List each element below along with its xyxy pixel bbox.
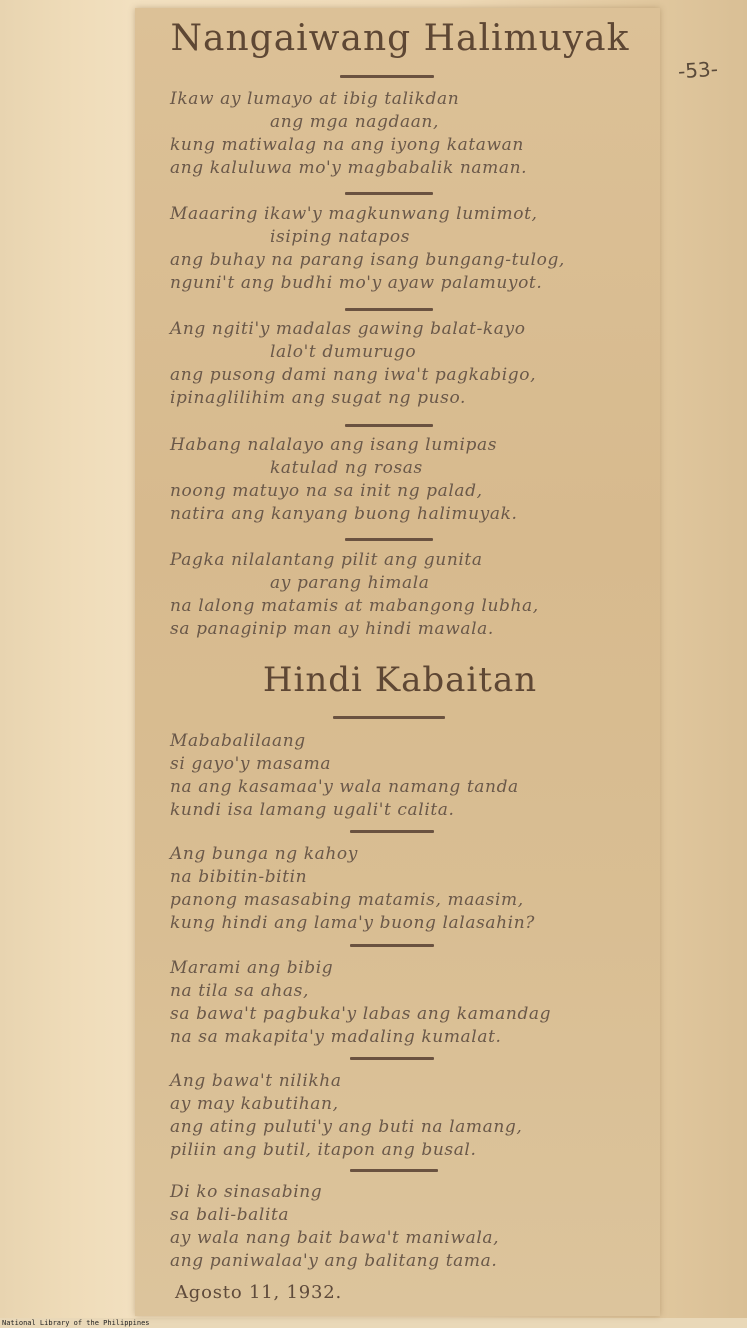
verse-line: Ikaw ay lumayo at ibig talikdan	[170, 89, 460, 109]
verse-line: na tila sa ahas,	[170, 981, 309, 1001]
divider	[350, 830, 434, 833]
verse-line: katulad ng rosas	[270, 458, 423, 478]
poem1-stanza-4	[170, 434, 640, 526]
verse-line: ang buhay na parang isang bungang-tulog,	[170, 250, 565, 270]
poem2-stanza-4	[170, 1070, 640, 1162]
verse-line: kundi isa lamang ugali't calita.	[170, 800, 455, 820]
verse-line: Ang bawa't nilikha	[170, 1071, 342, 1091]
verse-line: Habang nalalayo ang isang lumipas	[170, 435, 498, 455]
divider	[340, 75, 434, 78]
verse-line: ang pusong dami nang iwa't pagkabigo,	[170, 365, 537, 385]
poem2-stanza-1	[170, 730, 640, 822]
poem1-stanza-3	[170, 318, 640, 410]
verse-line: kung hindi ang lama'y buong lalasahin?	[170, 913, 535, 933]
verse-line: natira ang kanyang buong halimuyak.	[170, 504, 518, 524]
poem2-stanza-5	[170, 1181, 640, 1273]
divider	[345, 308, 433, 311]
verse-line: ipinaglilihim ang sugat ng puso.	[170, 388, 467, 408]
verse-line: na ang kasamaa'y wala namang tanda	[170, 777, 519, 797]
poem-date: Agosto 11, 1932.	[175, 1282, 343, 1303]
page-number: -53-	[677, 56, 719, 84]
verse-line: ang paniwalaa'y ang balitang tama.	[170, 1251, 498, 1271]
divider	[350, 944, 434, 947]
verse-line: ang mga nagdaan,	[270, 112, 439, 132]
verse-line: Pagka nilalantang pilit ang gunita	[170, 550, 483, 570]
verse-line: na sa makapita'y madaling kumalat.	[170, 1027, 502, 1047]
poem1-stanza-2	[170, 203, 640, 295]
verse-line: ay wala nang bait bawa't maniwala,	[170, 1228, 500, 1248]
divider	[345, 424, 433, 427]
verse-line: piliin ang butil, itapon ang busal.	[170, 1140, 477, 1160]
verse-line: Di ko sinasabing	[170, 1182, 323, 1202]
poem1-stanza-5	[170, 549, 640, 641]
archive-credit: National Library of the Philippines	[2, 1319, 150, 1327]
verse-line: Maaaring ikaw'y magkunwang lumimot,	[170, 204, 538, 224]
verse-line: sa panaginip man ay hindi mawala.	[170, 619, 494, 639]
divider	[345, 192, 433, 195]
divider	[345, 538, 433, 541]
verse-line: ay parang himala	[270, 573, 430, 593]
divider	[350, 1169, 438, 1172]
verse-line: na bibitin-bitin	[170, 867, 308, 887]
verse-line: Ang bunga ng kahoy	[170, 844, 358, 864]
poem-title-2: Hindi Kabaitan	[262, 660, 538, 700]
verse-line: Ang ngiti'y madalas gawing balat-kayo	[170, 319, 526, 339]
divider	[333, 716, 445, 719]
verse-line: Mababalilaang	[170, 731, 306, 751]
verse-line: ay may kabutihan,	[170, 1094, 339, 1114]
poem2-stanza-2	[170, 843, 640, 935]
verse-line: panong masasabing matamis, maasim,	[170, 890, 524, 910]
verse-line: na lalong matamis at mabangong lubha,	[170, 596, 539, 616]
verse-line: noong matuyo na sa init ng palad,	[170, 481, 483, 501]
poem1-stanza-1	[170, 88, 640, 180]
verse-line: sa bali-balita	[170, 1205, 290, 1225]
verse-line: nguni't ang budhi mo'y ayaw palamuyot.	[170, 273, 543, 293]
verse-line: kung matiwalag na ang iyong katawan	[170, 135, 524, 155]
verse-line: sa bawa't pagbuka'y labas ang kamandag	[170, 1004, 552, 1024]
verse-line: ang ating puluti'y ang buti na lamang,	[170, 1117, 523, 1137]
verse-line: si gayo'y masama	[170, 754, 332, 774]
poem2-stanza-3	[170, 957, 640, 1049]
verse-line: ang kaluluwa mo'y magbabalik naman.	[170, 158, 528, 178]
verse-line: isiping natapos	[270, 227, 411, 247]
poem-title-1: Nangaiwang Halimuyak	[170, 18, 630, 59]
verse-line: lalo't dumurugo	[270, 342, 417, 362]
verse-line: Marami ang bibig	[170, 958, 334, 978]
divider	[350, 1057, 434, 1060]
